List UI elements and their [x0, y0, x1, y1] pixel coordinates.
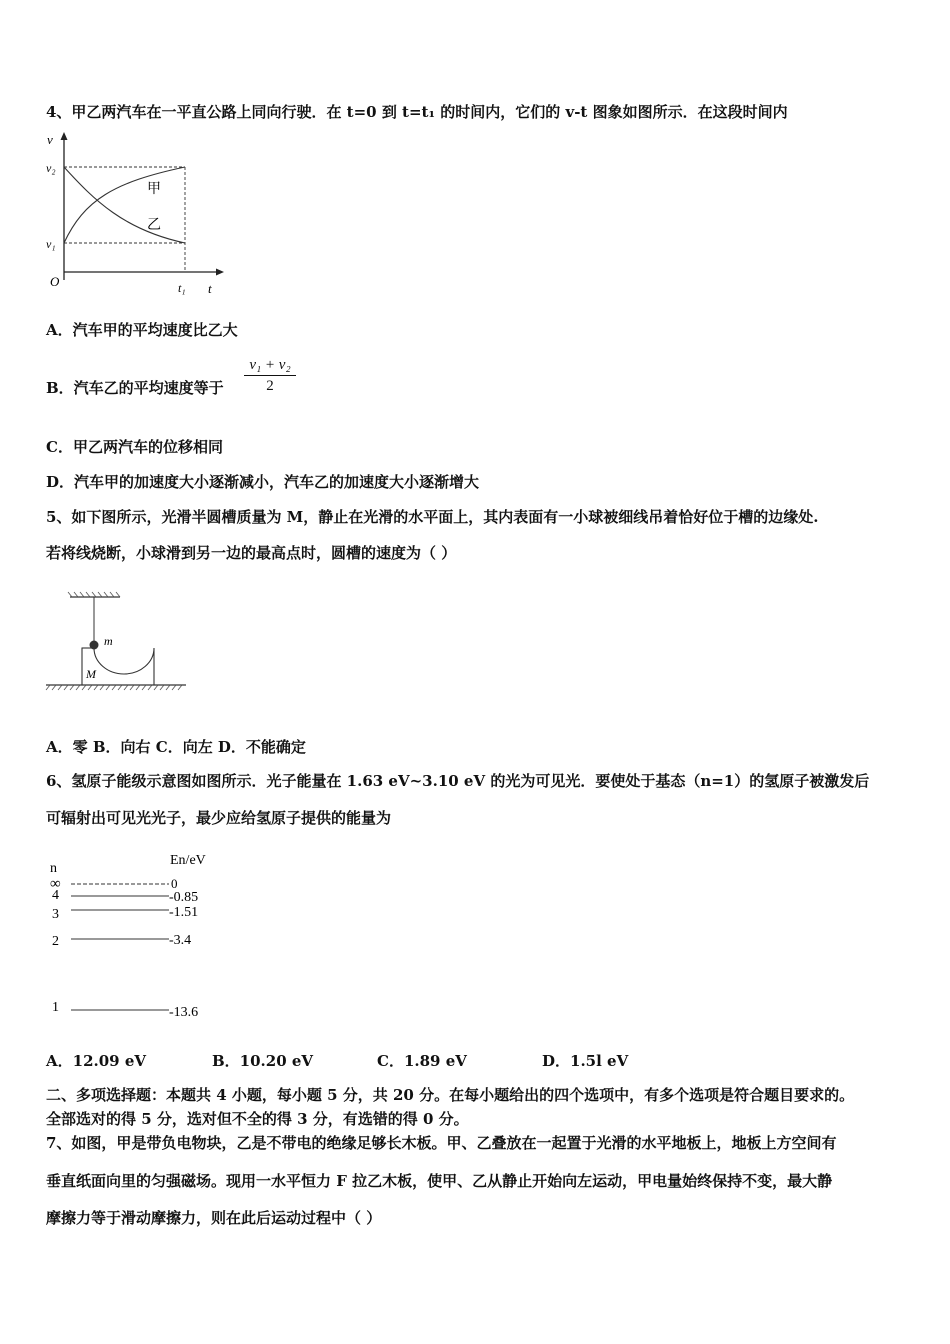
v-axis-arrow — [61, 132, 68, 140]
level-inf-e: 0 — [171, 876, 178, 891]
level-3-e: -1.51 — [169, 905, 199, 920]
q5-options: A．零 B．向右 C．向左 D．不能确定 — [46, 738, 306, 756]
q5-stem-line1: 5、如下图所示，光滑半圆槽质量为 M，静止在光滑的水平面上，其内表面有一小球被细线吊着恰好位于槽的边缘处. — [46, 508, 819, 526]
fraction-denominator: 2 — [266, 378, 274, 394]
q5-stem-line2: 若将线烧断，小球滑到另一边的最高点时，圆槽的速度为（ ） — [46, 544, 457, 562]
q6-option-b: B．10.20 eV — [212, 1052, 314, 1070]
q4-option-b: B．汽车乙的平均速度等于 — [46, 379, 224, 397]
t-axis-label: t — [208, 281, 212, 296]
q4-option-a: A．汽车甲的平均速度比乙大 — [46, 321, 238, 339]
q6-option-a: A．12.09 eV — [46, 1052, 147, 1070]
v1-label: v₁ — [46, 237, 56, 251]
q6-option-d: D．1.5l eV — [542, 1052, 629, 1070]
trough-label: M — [86, 667, 96, 681]
n-header: n — [50, 861, 57, 876]
v2-label: v₂ — [46, 161, 56, 175]
level-4-e: -0.85 — [169, 890, 199, 905]
level-2-n: 2 — [52, 934, 59, 949]
level-4-n: 4 — [52, 888, 59, 903]
t-axis-arrow — [216, 269, 224, 276]
curve-jia-label: 甲 — [147, 182, 161, 197]
ball — [90, 641, 99, 650]
ball-label: m — [104, 634, 113, 648]
level-3-n: 3 — [52, 907, 59, 922]
e-header: En/eV — [170, 853, 206, 868]
q4-vt-graph — [44, 130, 234, 298]
q7-line1: 7、如图，甲是带负电物块，乙是不带电的绝缘足够长木板。甲、乙叠放在一起置于光滑的水平地板上，地板上方空间有 — [46, 1134, 837, 1152]
q7-line2: 垂直纸面向里的匀强磁场。现用一水平恒力 F 拉乙木板，使甲、乙从静止开始向左运动，甲电量始终保持不变，最大静 — [46, 1172, 833, 1190]
level-1-n: 1 — [52, 1000, 59, 1015]
q5-trough-figure — [44, 588, 190, 692]
q6-stem-line2: 可辐射出可见光光子，最少应给氢原子提供的能量为 — [46, 809, 392, 827]
q7-line3: 摩擦力等于滑动摩擦力，则在此后运动过程中（ ） — [46, 1209, 382, 1227]
fraction-numerator: v₁ + v₂ — [244, 357, 296, 376]
q4-option-d: D．汽车甲的加速度大小逐渐减小，汽车乙的加速度大小逐渐增大 — [46, 473, 480, 491]
q4-option-c: C．甲乙两汽车的位移相同 — [46, 438, 223, 456]
v-axis-label: v — [47, 132, 53, 147]
curve-jia — [64, 167, 185, 243]
q6-energy-level-diagram — [44, 846, 244, 1026]
origin-label: O — [50, 274, 60, 289]
q6-stem-line1: 6、氢原子能级示意图如图所示．光子能量在 1.63 eV~3.10 eV 的光为可见光．要使处于基态（n=1）的氢原子被激发后 — [46, 772, 870, 790]
q4-stem: 4、甲乙两汽车在一平直公路上同向行驶．在 t=0 到 t=t₁ 的时间内，它们的 v-t 图象如图所示．在这段时间内 — [46, 103, 788, 121]
q6-option-c: C．1.89 eV — [377, 1052, 467, 1070]
level-2-e: -3.4 — [169, 933, 192, 948]
curve-yi — [64, 167, 185, 243]
curve-yi-label: 乙 — [147, 218, 161, 233]
section2-line1: 二、多项选择题：本题共 4 小题，每小题 5 分，共 20 分。在每小题给出的四个选项中，有多个选项是符合题目要求的。 — [46, 1086, 855, 1104]
level-1-e: -13.6 — [169, 1005, 199, 1020]
t1-label: t₁ — [178, 281, 186, 295]
section2-line2: 全部选对的得 5 分，选对但不全的得 3 分，有选错的得 0 分。 — [46, 1110, 469, 1128]
level-inf-n: ∞ — [50, 876, 61, 892]
q4-option-b-fraction — [244, 357, 296, 395]
